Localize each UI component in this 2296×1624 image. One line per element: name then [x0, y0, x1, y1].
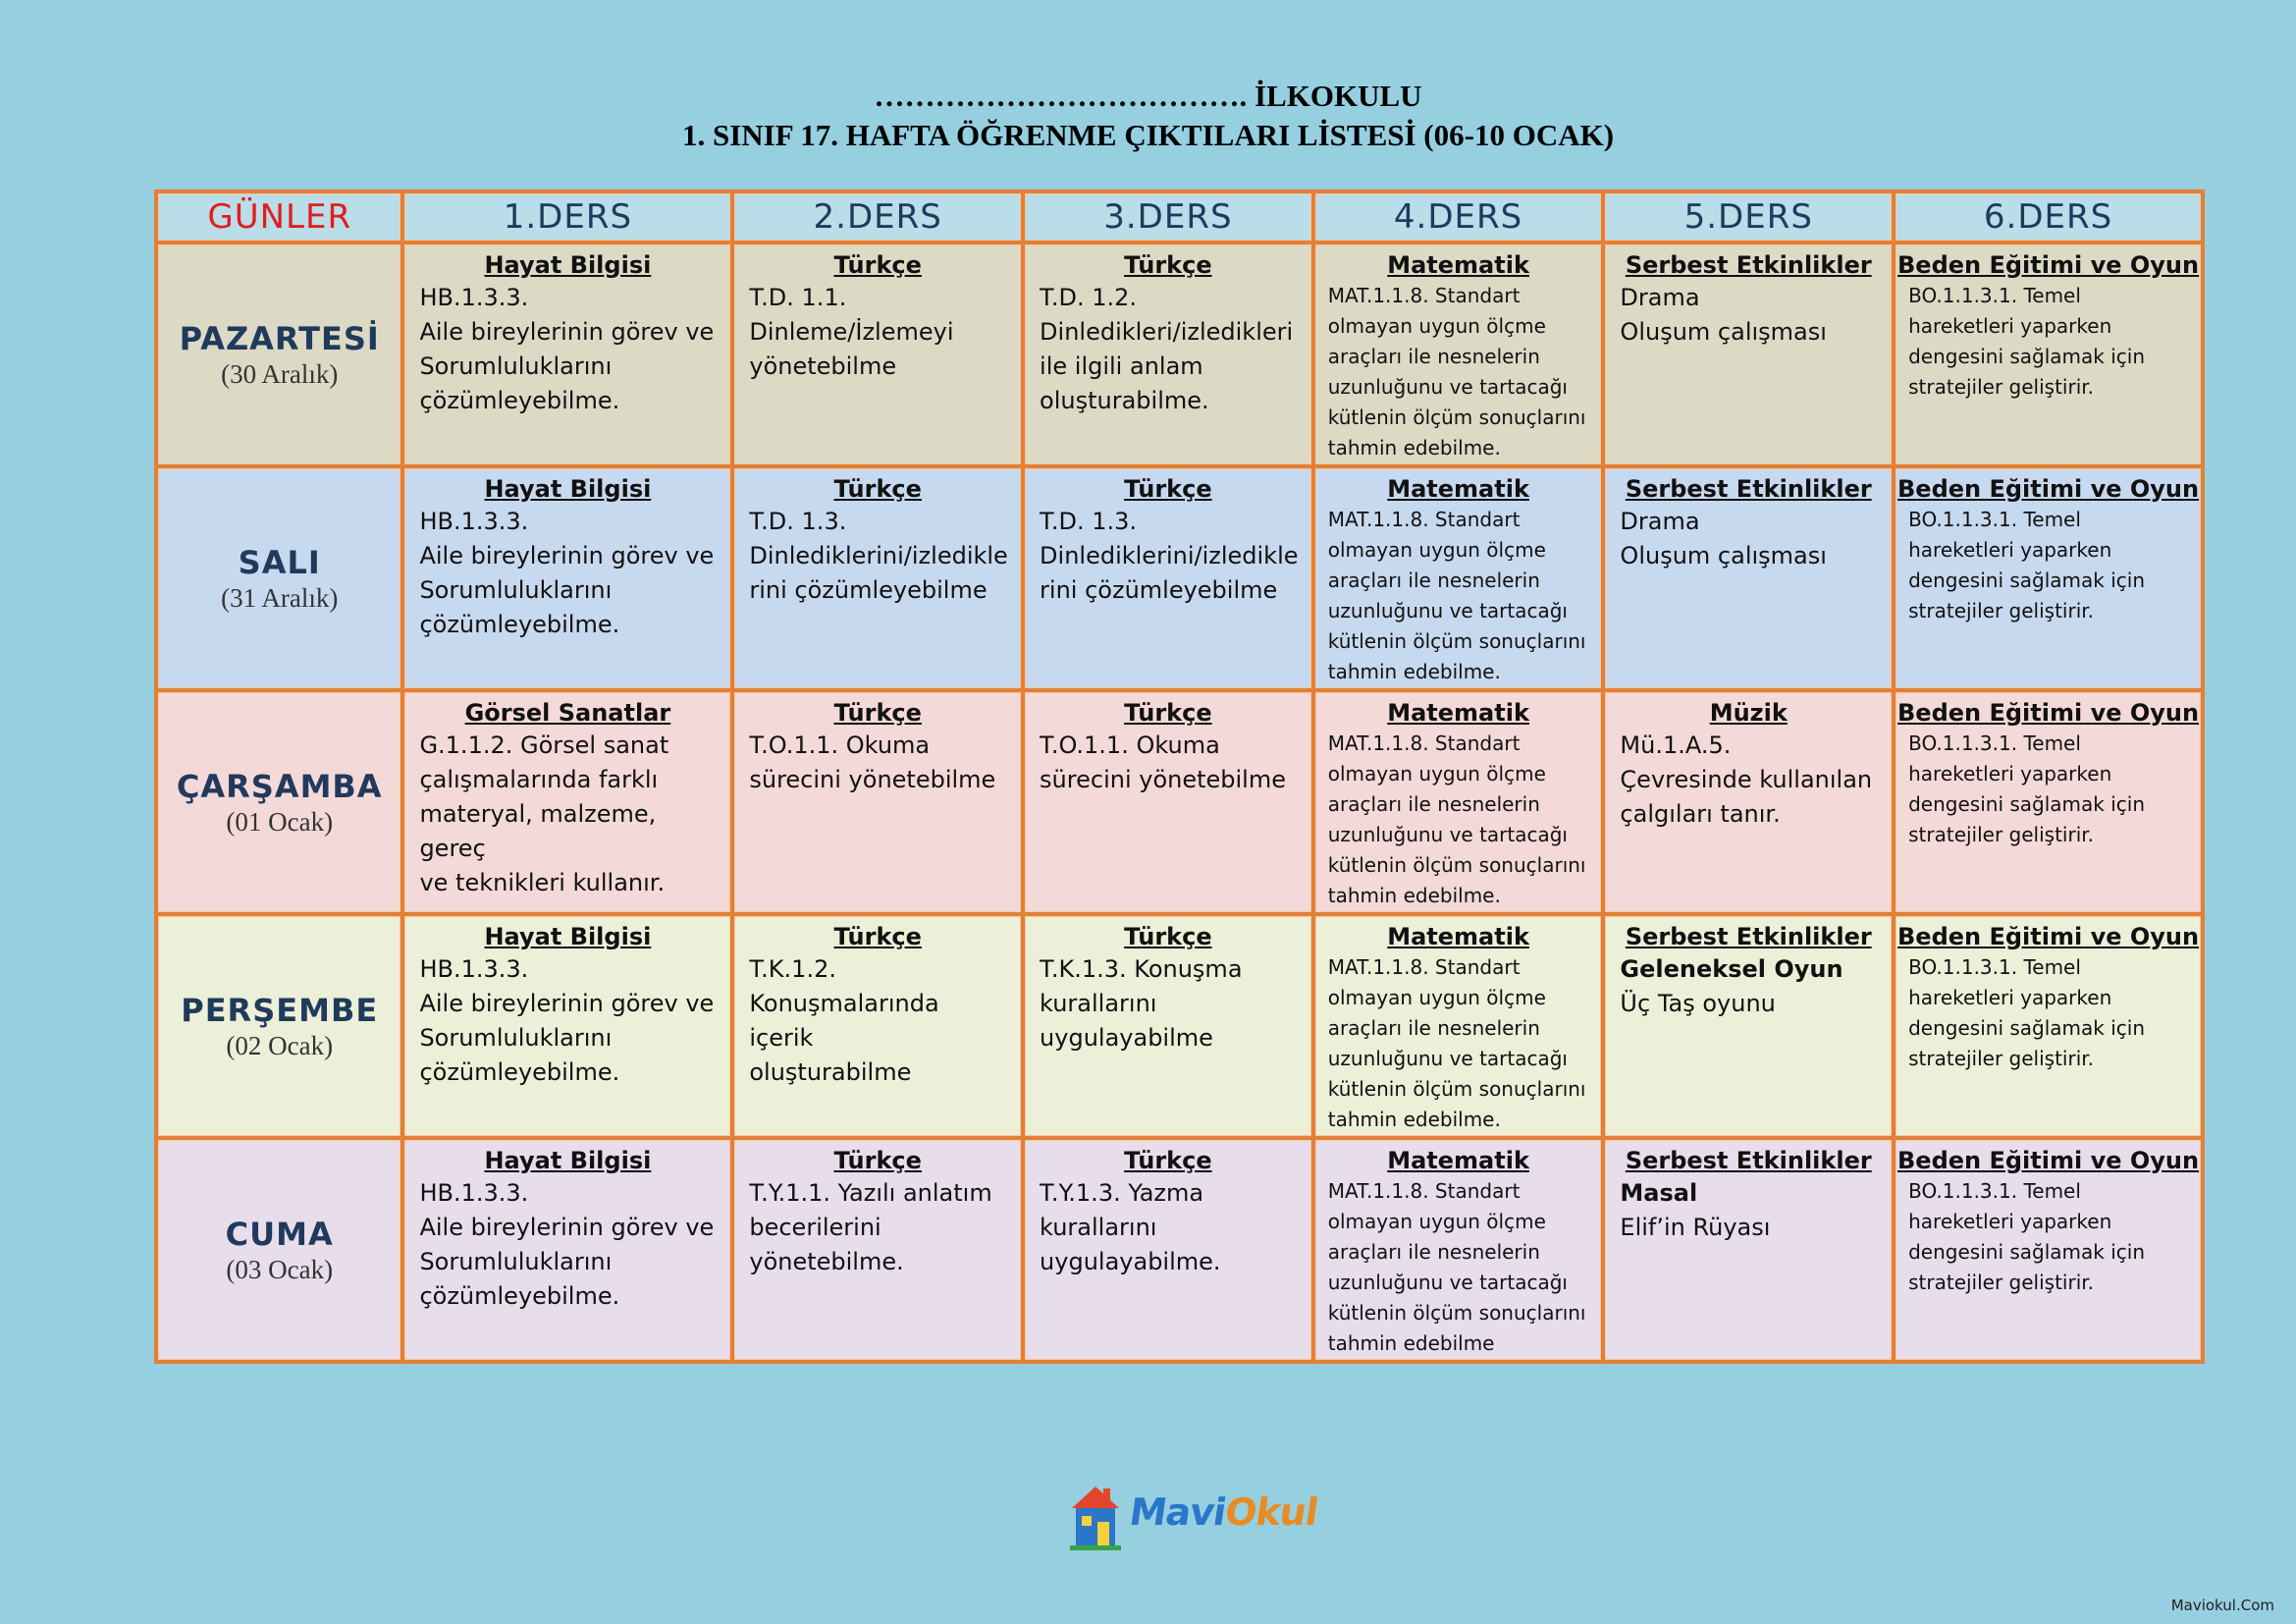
house-icon — [1066, 1479, 1125, 1553]
lesson-code: Mü.1.A.5. — [1620, 731, 1732, 759]
lesson-description-line: çalgıları tanır. — [1620, 800, 1781, 828]
lesson-description-line: Sorumluluklarını — [419, 1248, 613, 1275]
lesson-cell — [1605, 916, 1892, 1136]
lesson-subject: Serbest Etkinlikler — [1625, 923, 1872, 950]
lesson-code: MAT.1.1.8. Standart — [1327, 731, 1521, 755]
column-header-lesson-1: 1.DERS — [404, 193, 730, 241]
lesson-cell — [1896, 916, 2201, 1136]
lesson-cell — [1025, 468, 1311, 688]
lesson-description-line: araçları ile nesnelerin — [1327, 568, 1540, 592]
lesson-description-line: ve teknikleri kullanır. — [419, 869, 666, 896]
lesson-cell — [404, 468, 730, 688]
day-cell — [158, 1140, 400, 1360]
lesson-subject: Türkçe — [1124, 923, 1212, 950]
column-header-lesson-6: 6.DERS — [1896, 193, 2201, 241]
day-row — [158, 468, 2201, 688]
lesson-description-line: çözümleyebilme. — [419, 1282, 620, 1310]
day-date: (30 Aralık) — [221, 358, 339, 389]
day-name: PERŞEMBE — [181, 991, 379, 1029]
day-cell — [158, 916, 400, 1136]
lesson-code: Drama — [1620, 284, 1700, 311]
lesson-description-line: olmayan uygun ölçme — [1327, 762, 1546, 785]
lesson-cell — [1605, 244, 1892, 464]
lesson-description-line: tahmin edebilme. — [1327, 436, 1501, 460]
lesson-description-line: Aile bireylerinin görev ve — [419, 990, 715, 1017]
lesson-code: Masal — [1620, 1179, 1698, 1207]
lesson-description-line: kütlenin ölçüm sonuçlarını — [1327, 1301, 1586, 1325]
lesson-cell — [404, 1140, 730, 1360]
lesson-description-line: rini çözümleyebilme — [1040, 576, 1278, 604]
lesson-description-line: hareketleri yaparken — [1908, 986, 2112, 1009]
lesson-description-line: kurallarını — [1040, 1214, 1157, 1241]
lesson-code: T.O.1.1. Okuma — [749, 731, 931, 759]
lesson-description-line: sürecini yönetebilme — [749, 766, 996, 793]
lesson-description-line: Sorumluluklarını — [419, 576, 613, 604]
lesson-subject: Hayat Bilgisi — [484, 923, 652, 950]
header-row — [158, 193, 2201, 241]
schedule-table — [154, 189, 2205, 1364]
maviokul-logo — [1066, 1479, 1321, 1553]
lesson-description-line: uzunluğunu ve tartacağı — [1327, 823, 1568, 846]
lesson-description-line: hareketleri yaparken — [1908, 314, 2112, 338]
lesson-description-line: stratejiler geliştirir. — [1908, 599, 2095, 623]
lesson-subject: Beden Eğitimi ve Oyun — [1897, 699, 2200, 727]
lesson-cell — [1315, 692, 1602, 912]
lesson-description-line: çözümleyebilme. — [419, 1058, 620, 1086]
day-row — [158, 916, 2201, 1136]
lesson-code: BO.1.1.3.1. Temel — [1908, 508, 2081, 531]
lesson-description-line: araçları ile nesnelerin — [1327, 792, 1540, 816]
lesson-code: MAT.1.1.8. Standart — [1327, 508, 1521, 531]
lesson-description-line: Üç Taş oyunu — [1620, 990, 1776, 1017]
day-row — [158, 244, 2201, 464]
lesson-code: Geleneksel Oyun — [1620, 955, 1843, 983]
lesson-description-line: Oluşum çalışması — [1620, 542, 1827, 569]
logo-text-mavi: Mavi — [1126, 1490, 1229, 1534]
lesson-cell — [734, 468, 1021, 688]
lesson-description-line: Dinledikleri/izledikleri — [1040, 318, 1294, 346]
lesson-subject: Serbest Etkinlikler — [1625, 1147, 1872, 1174]
lesson-description-line: Aile bireylerinin görev ve — [419, 318, 715, 346]
lesson-cell — [1605, 692, 1892, 912]
lesson-code: HB.1.3.3. — [419, 508, 529, 535]
column-header-lesson-4: 4.DERS — [1315, 193, 1602, 241]
lesson-description-line: hareketleri yaparken — [1908, 762, 2112, 785]
lesson-description-line: araçları ile nesnelerin — [1327, 1240, 1540, 1264]
lesson-subject: Beden Eğitimi ve Oyun — [1897, 251, 2200, 279]
lesson-cell — [1605, 468, 1892, 688]
lesson-description-line: olmayan uygun ölçme — [1327, 538, 1546, 562]
lesson-cell — [734, 692, 1021, 912]
day-date: (01 Ocak) — [226, 806, 334, 837]
day-date: (31 Aralık) — [221, 582, 339, 613]
lesson-code: BO.1.1.3.1. Temel — [1908, 955, 2081, 979]
footer-site: Maviokul.Com — [2170, 1597, 2274, 1614]
lesson-description-line: Oluşum çalışması — [1620, 318, 1827, 346]
lesson-description-line: uygulayabilme. — [1040, 1248, 1221, 1275]
lesson-description-line: stratejiler geliştirir. — [1908, 823, 2095, 846]
lesson-description-line: dengesini sağlamak için — [1908, 1240, 2145, 1264]
lesson-description-line: tahmin edebilme. — [1327, 660, 1501, 683]
lesson-description-line: çözümleyebilme. — [419, 611, 620, 638]
lesson-description-line: tahmin edebilme. — [1327, 884, 1501, 907]
day-cell — [158, 692, 400, 912]
lesson-subject: Beden Eğitimi ve Oyun — [1897, 1147, 2200, 1174]
lesson-subject: Müzik — [1709, 699, 1788, 727]
lesson-description-line: kurallarını — [1040, 990, 1157, 1017]
lesson-code: BO.1.1.3.1. Temel — [1908, 284, 2081, 307]
lesson-subject: Matematik — [1387, 251, 1529, 279]
lesson-description-line: oluşturabilme. — [1040, 387, 1209, 414]
day-name: PAZARTESİ — [179, 319, 380, 357]
lesson-description-line: dengesini sağlamak için — [1908, 1016, 2145, 1040]
lesson-subject: Türkçe — [1124, 699, 1212, 727]
lesson-description-line: rini çözümleyebilme — [749, 576, 988, 604]
lesson-subject: Beden Eğitimi ve Oyun — [1897, 923, 2200, 950]
lesson-subject: Türkçe — [1124, 1147, 1212, 1174]
lesson-subject: Hayat Bilgisi — [484, 475, 652, 503]
lesson-code: BO.1.1.3.1. Temel — [1908, 1179, 2081, 1203]
column-header-lesson-3: 3.DERS — [1025, 193, 1311, 241]
lesson-cell — [404, 692, 730, 912]
lesson-subject: Türkçe — [833, 699, 922, 727]
lesson-subject: Türkçe — [1124, 251, 1212, 279]
lesson-description-line: becerilerini — [749, 1214, 881, 1241]
lesson-description-line: dengesini sağlamak için — [1908, 345, 2145, 368]
lesson-description-line: araçları ile nesnelerin — [1327, 345, 1540, 368]
day-name: SALI — [238, 543, 321, 581]
day-cell — [158, 468, 400, 688]
lesson-subject: Hayat Bilgisi — [484, 1147, 652, 1174]
lesson-code: HB.1.3.3. — [419, 955, 529, 983]
lesson-cell — [1896, 468, 2201, 688]
lesson-description-line: kütlenin ölçüm sonuçlarını — [1327, 1077, 1586, 1101]
lesson-description-line: Sorumluluklarını — [419, 1024, 613, 1052]
lesson-description-line: stratejiler geliştirir. — [1908, 1047, 2095, 1070]
lesson-cell — [1896, 1140, 2201, 1360]
lesson-cell — [1025, 916, 1311, 1136]
lesson-subject: Hayat Bilgisi — [484, 251, 652, 279]
column-header-lesson-2: 2.DERS — [734, 193, 1021, 241]
lesson-subject: Serbest Etkinlikler — [1625, 251, 1872, 279]
lesson-subject: Beden Eğitimi ve Oyun — [1897, 475, 2200, 503]
lesson-subject: Türkçe — [1124, 475, 1212, 503]
lesson-code: T.K.1.2. — [749, 955, 836, 983]
lesson-code: MAT.1.1.8. Standart — [1327, 284, 1521, 307]
lesson-description-line: materyal, malzeme, gereç — [419, 800, 657, 862]
lesson-cell — [1315, 916, 1602, 1136]
lesson-subject: Türkçe — [833, 475, 922, 503]
lesson-description-line: hareketleri yaparken — [1908, 538, 2112, 562]
day-row — [158, 1140, 2201, 1360]
lesson-subject: Matematik — [1387, 1147, 1529, 1174]
lesson-code: T.D. 1.2. — [1040, 284, 1138, 311]
lesson-description-line: tahmin edebilme. — [1327, 1108, 1501, 1131]
lesson-cell — [1025, 244, 1311, 464]
lesson-cell — [1025, 1140, 1311, 1360]
day-cell — [158, 244, 400, 464]
lesson-description-line: stratejiler geliştirir. — [1908, 1271, 2095, 1294]
lesson-cell — [1315, 1140, 1602, 1360]
day-date: (02 Ocak) — [226, 1030, 334, 1060]
lesson-code: T.O.1.1. Okuma — [1040, 731, 1220, 759]
lesson-description-line: Aile bireylerinin görev ve — [419, 1214, 715, 1241]
column-header-lesson-5: 5.DERS — [1605, 193, 1892, 241]
lesson-code: T.D. 1.3. — [1040, 508, 1138, 535]
lesson-description-line: yönetebilme. — [749, 1248, 904, 1275]
lesson-description-line: Dinlediklerini/izledikle — [1040, 542, 1299, 569]
lesson-cell — [404, 916, 730, 1136]
lesson-description-line: olmayan uygun ölçme — [1327, 986, 1546, 1009]
lesson-description-line: olmayan uygun ölçme — [1327, 1210, 1546, 1233]
lesson-description-line: hareketleri yaparken — [1908, 1210, 2112, 1233]
lesson-description-line: tahmin edebilme — [1327, 1331, 1495, 1355]
day-name: ÇARŞAMBA — [176, 767, 383, 805]
lesson-cell — [734, 1140, 1021, 1360]
lesson-description-line: Dinleme/İzlemeyi — [749, 318, 954, 346]
lesson-code: G.1.1.2. Görsel sanat — [419, 731, 669, 759]
lesson-cell — [1315, 244, 1602, 464]
lesson-description-line: uzunluğunu ve tartacağı — [1327, 375, 1568, 399]
lesson-cell — [734, 244, 1021, 464]
lesson-description-line: kütlenin ölçüm sonuçlarını — [1327, 629, 1586, 653]
lesson-code: MAT.1.1.8. Standart — [1327, 955, 1521, 979]
lesson-description-line: uygulayabilme — [1040, 1024, 1213, 1052]
lesson-description-line: stratejiler geliştirir. — [1908, 375, 2095, 399]
lesson-subject: Matematik — [1387, 699, 1529, 727]
lesson-cell — [404, 244, 730, 464]
lesson-description-line: yönetebilme — [749, 352, 897, 380]
lesson-description-line: Sorumluluklarını — [419, 352, 613, 380]
lesson-subject: Türkçe — [833, 923, 922, 950]
lesson-description-line: uzunluğunu ve tartacağı — [1327, 1047, 1568, 1070]
lesson-code: T.Y.1.3. Yazma — [1040, 1179, 1204, 1207]
lesson-description-line: olmayan uygun ölçme — [1327, 314, 1546, 338]
logo-text-okul: Okul — [1222, 1490, 1321, 1534]
lesson-description-line: araçları ile nesnelerin — [1327, 1016, 1540, 1040]
lesson-description-line: uzunluğunu ve tartacağı — [1327, 599, 1568, 623]
lesson-description-line: çalışmalarında farklı — [419, 766, 659, 793]
lesson-code: T.K.1.3. Konuşma — [1040, 955, 1243, 983]
lesson-code: BO.1.1.3.1. Temel — [1908, 731, 2081, 755]
document-title: 1. SINIF 17. HAFTA ÖĞRENME ÇIKTILARI LİSTESİ (06-10 OCAK) — [681, 118, 1615, 152]
column-header-days: GÜNLER — [158, 193, 400, 241]
day-row — [158, 692, 2201, 912]
lesson-cell — [1896, 244, 2201, 464]
lesson-code: Drama — [1620, 508, 1700, 535]
lesson-cell — [1315, 468, 1602, 688]
lesson-subject: Görsel Sanatlar — [464, 699, 671, 727]
lesson-description-line: ile ilgili anlam — [1040, 352, 1203, 380]
lesson-code: HB.1.3.3. — [419, 284, 529, 311]
lesson-cell — [1896, 692, 2201, 912]
lesson-code: HB.1.3.3. — [419, 1179, 529, 1207]
lesson-subject: Türkçe — [833, 251, 922, 279]
lesson-description-line: dengesini sağlamak için — [1908, 568, 2145, 592]
lesson-subject: Serbest Etkinlikler — [1625, 475, 1872, 503]
lesson-description-line: Konuşmalarında içerik — [749, 990, 939, 1052]
lesson-description-line: oluşturabilme — [749, 1058, 912, 1086]
day-name: CUMA — [225, 1215, 334, 1253]
lesson-description-line: Elif’in Rüyası — [1620, 1214, 1771, 1241]
lesson-description-line: uzunluğunu ve tartacağı — [1327, 1271, 1568, 1294]
lesson-description-line: çözümleyebilme. — [419, 387, 620, 414]
lesson-cell — [734, 916, 1021, 1136]
lesson-description-line: Aile bireylerinin görev ve — [419, 542, 715, 569]
lesson-code: MAT.1.1.8. Standart — [1327, 1179, 1521, 1203]
lesson-description-line: Dinlediklerini/izledikle — [749, 542, 1008, 569]
lesson-description-line: kütlenin ölçüm sonuçlarını — [1327, 853, 1586, 877]
lesson-cell — [1605, 1140, 1892, 1360]
lesson-description-line: Çevresinde kullanılan — [1620, 766, 1873, 793]
lesson-description-line: sürecini yönetebilme — [1040, 766, 1286, 793]
lesson-description-line: kütlenin ölçüm sonuçlarını — [1327, 406, 1586, 429]
lesson-subject: Türkçe — [833, 1147, 922, 1174]
lesson-subject: Matematik — [1387, 475, 1529, 503]
school-name-title: ………………………………. İLKOKULU — [874, 79, 1422, 113]
lesson-code: T.D. 1.1. — [749, 284, 847, 311]
lesson-cell — [1025, 692, 1311, 912]
lesson-subject: Matematik — [1387, 923, 1529, 950]
lesson-code: T.Y.1.1. Yazılı anlatım — [749, 1179, 992, 1207]
lesson-description-line: dengesini sağlamak için — [1908, 792, 2145, 816]
lesson-code: T.D. 1.3. — [749, 508, 847, 535]
day-date: (03 Ocak) — [226, 1254, 334, 1284]
